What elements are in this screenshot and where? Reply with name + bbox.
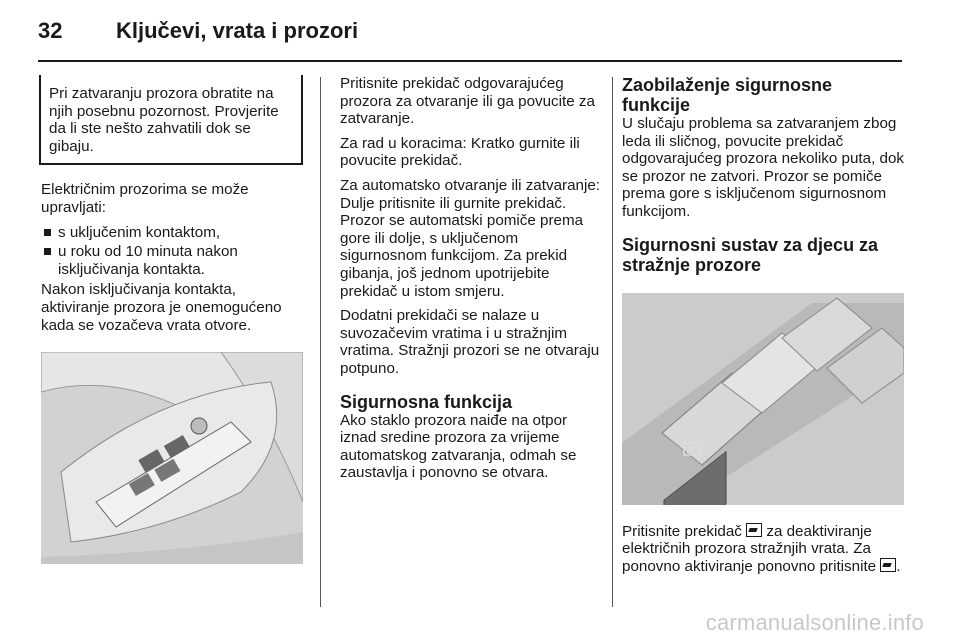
section-heading: Sigurnosna funkcija: [340, 391, 513, 412]
body-text: Nakon isključivanja kontakta, aktiviranje prozora je onemogućeno kada se vozačeva vrata otvore.: [41, 281, 282, 334]
child-lock-switch-icon: [880, 558, 896, 572]
body-text: U slučaju problema sa zatvaranjem zbog leda ili sličnog, povucite prekidač odgovarajućeg prozora nekoliko puta, dok se prozor ne zatvori. Prozor se pomiče prema gore s isključenom sigurnosnom funkcijom.: [622, 115, 904, 220]
page-header: [38, 18, 358, 44]
watermark-text: carmanualsonline.info: [705, 610, 924, 635]
column-2: [340, 75, 606, 489]
child-lock-switch-icon: [746, 523, 762, 537]
caution-box: [39, 75, 303, 165]
header-rule: [38, 60, 902, 62]
body-text: Ako staklo prozora naiđe na otpor iznad sredine prozora za vrijeme automatskog zatvaranja, odmah se zaustavlja i ponovno se otvara.: [340, 411, 577, 482]
driver-door-switch-illustration: [41, 352, 303, 564]
column-divider: [612, 77, 613, 607]
body-text: Pritisnite prekidač odgovarajućeg prozora za otvaranje ili ga povucite za zatvaranje.: [340, 75, 595, 128]
page-title: Ključevi, vrata i prozori: [116, 18, 359, 43]
bullet-item: u roku od 10 minuta nakon isključivanja kontakta.: [41, 243, 303, 278]
column-divider: [320, 77, 321, 607]
text-run: Pritisnite prekidač: [622, 522, 742, 540]
text-run: za deaktiviranje električnih prozora stražnjih vrata. Za ponovno aktiviranje ponovno pritisnite: [622, 522, 877, 575]
caution-text: Pri zatvaranju prozora obratite na njih posebnu pozornost. Provjerite da li ste nešto zahvatili dok se gibaju.: [49, 85, 279, 155]
body-text: Za automatsko otvaranje ili zatvaranje: Dulje pritisnite ili gurnite prekidač. Prozor se automatski pomiče prema gore ili dolje, s uključenom sigurnosnom funkcijom. Za prekid gibanja, još jednom upotrijebite prekidač u istom smjeru.: [340, 176, 601, 300]
page-number: 32: [38, 18, 63, 43]
body-text: [622, 523, 904, 576]
intro-text: Električnim prozorima se može upravljati:: [41, 181, 249, 216]
bullet-item: s uključenim kontaktom,: [41, 224, 303, 242]
column-3: [622, 75, 904, 582]
section-heading: Sigurnosni sustav za djecu za stražnje prozore: [622, 234, 879, 275]
body-text: Za rad u koracima: Kratko gurnite ili povucite prekidač.: [340, 134, 580, 170]
text-run: .: [896, 557, 901, 575]
section-heading: Zaobilaženje sigurnosne funkcije: [622, 75, 833, 115]
rear-window-child-lock-illustration: [622, 293, 904, 505]
column-1: [41, 75, 303, 564]
body-text: Dodatni prekidači se nalaze u suvozačevim vratima i u stražnjim vratima. Stražnji prozori se ne otvaraju potpuno.: [340, 307, 600, 377]
